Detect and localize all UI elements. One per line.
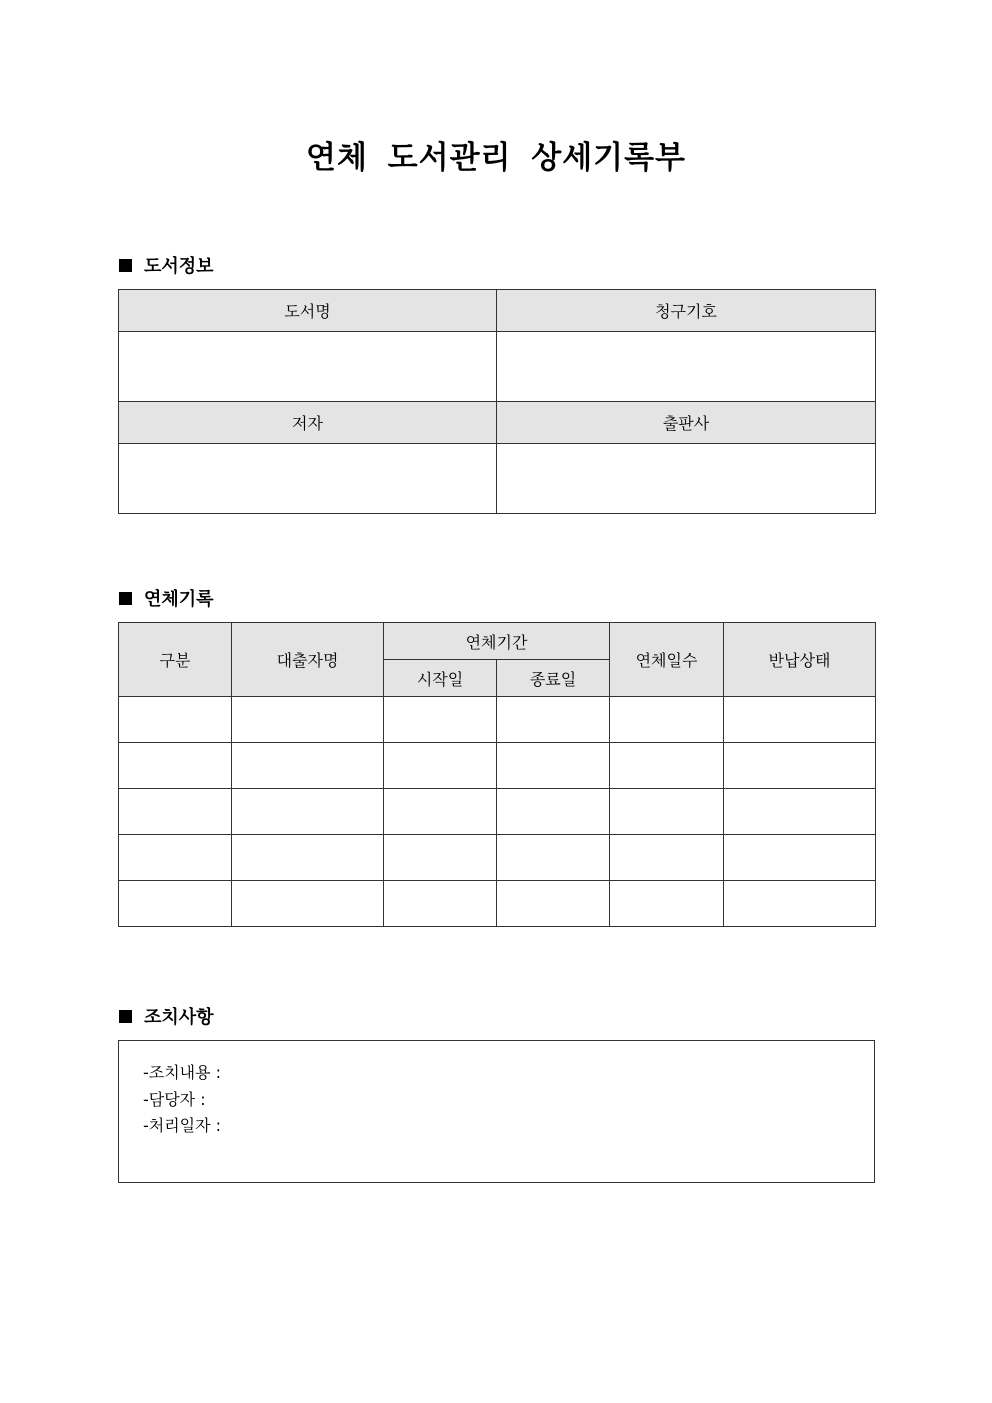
table-row bbox=[119, 743, 876, 789]
table-header-row bbox=[119, 290, 876, 332]
book-name-label: 도서명 bbox=[119, 290, 497, 332]
square-bullet-icon bbox=[119, 592, 132, 605]
category-cell[interactable] bbox=[119, 697, 232, 743]
author-field[interactable] bbox=[119, 444, 497, 514]
borrower-cell[interactable] bbox=[232, 835, 384, 881]
overdue-days-header: 연체일수 bbox=[610, 623, 724, 697]
borrower-cell[interactable] bbox=[232, 697, 384, 743]
start-date-cell[interactable] bbox=[384, 789, 497, 835]
start-date-cell[interactable] bbox=[384, 835, 497, 881]
publisher-field[interactable] bbox=[497, 444, 876, 514]
section-title: 연체기록 bbox=[144, 589, 214, 610]
overdue-days-cell[interactable] bbox=[610, 743, 724, 789]
table-header-row bbox=[119, 623, 876, 660]
square-bullet-icon bbox=[119, 259, 132, 272]
overdue-days-cell[interactable] bbox=[610, 881, 724, 927]
borrower-cell[interactable] bbox=[232, 743, 384, 789]
category-cell[interactable] bbox=[119, 743, 232, 789]
category-header: 구분 bbox=[119, 623, 232, 697]
book-info-table bbox=[118, 289, 876, 514]
overdue-days-cell[interactable] bbox=[610, 697, 724, 743]
end-date-header: 종료일 bbox=[497, 660, 610, 697]
start-date-header: 시작일 bbox=[384, 660, 497, 697]
overdue-period-header: 연체기간 bbox=[384, 623, 610, 660]
publisher-label: 출판사 bbox=[497, 402, 876, 444]
start-date-cell[interactable] bbox=[384, 881, 497, 927]
section-heading-book-info bbox=[119, 253, 214, 277]
action-date-line: -처리일자 : bbox=[143, 1116, 222, 1135]
action-details-box[interactable] bbox=[118, 1040, 875, 1183]
overdue-days-cell[interactable] bbox=[610, 835, 724, 881]
end-date-cell[interactable] bbox=[497, 835, 610, 881]
page-title: 연체 도서관리 상세기록부 bbox=[306, 140, 686, 176]
call-number-field[interactable] bbox=[497, 332, 876, 402]
start-date-cell[interactable] bbox=[384, 743, 497, 789]
return-status-cell[interactable] bbox=[724, 697, 876, 743]
author-label: 저자 bbox=[119, 402, 497, 444]
section-heading-overdue-record bbox=[119, 586, 214, 610]
table-row bbox=[119, 835, 876, 881]
category-cell[interactable] bbox=[119, 835, 232, 881]
square-bullet-icon bbox=[119, 1010, 132, 1023]
table-row bbox=[119, 789, 876, 835]
end-date-cell[interactable] bbox=[497, 743, 610, 789]
section-title: 조치사항 bbox=[144, 1007, 214, 1028]
end-date-cell[interactable] bbox=[497, 881, 610, 927]
action-manager-line: -담당자 : bbox=[143, 1089, 206, 1109]
return-status-header: 반납상태 bbox=[724, 623, 876, 697]
return-status-cell[interactable] bbox=[724, 881, 876, 927]
section-title: 도서정보 bbox=[144, 256, 214, 277]
book-name-field[interactable] bbox=[119, 332, 497, 402]
start-date-cell[interactable] bbox=[384, 697, 497, 743]
borrower-cell[interactable] bbox=[232, 881, 384, 927]
section-heading-actions bbox=[119, 1004, 214, 1028]
borrower-header: 대출자명 bbox=[232, 623, 384, 697]
table-header-row bbox=[119, 402, 876, 444]
return-status-cell[interactable] bbox=[724, 789, 876, 835]
return-status-cell[interactable] bbox=[724, 835, 876, 881]
table-row bbox=[119, 881, 876, 927]
return-status-cell[interactable] bbox=[724, 743, 876, 789]
table-row bbox=[119, 697, 876, 743]
overdue-record-table bbox=[118, 622, 876, 927]
end-date-cell[interactable] bbox=[497, 789, 610, 835]
table-row bbox=[119, 444, 876, 514]
borrower-cell[interactable] bbox=[232, 789, 384, 835]
category-cell[interactable] bbox=[119, 881, 232, 927]
action-content-line: -조치내용 : bbox=[143, 1063, 222, 1082]
call-number-label: 청구기호 bbox=[497, 290, 876, 332]
table-row bbox=[119, 332, 876, 402]
end-date-cell[interactable] bbox=[497, 697, 610, 743]
category-cell[interactable] bbox=[119, 789, 232, 835]
action-lines bbox=[143, 1060, 221, 1140]
overdue-days-cell[interactable] bbox=[610, 789, 724, 835]
